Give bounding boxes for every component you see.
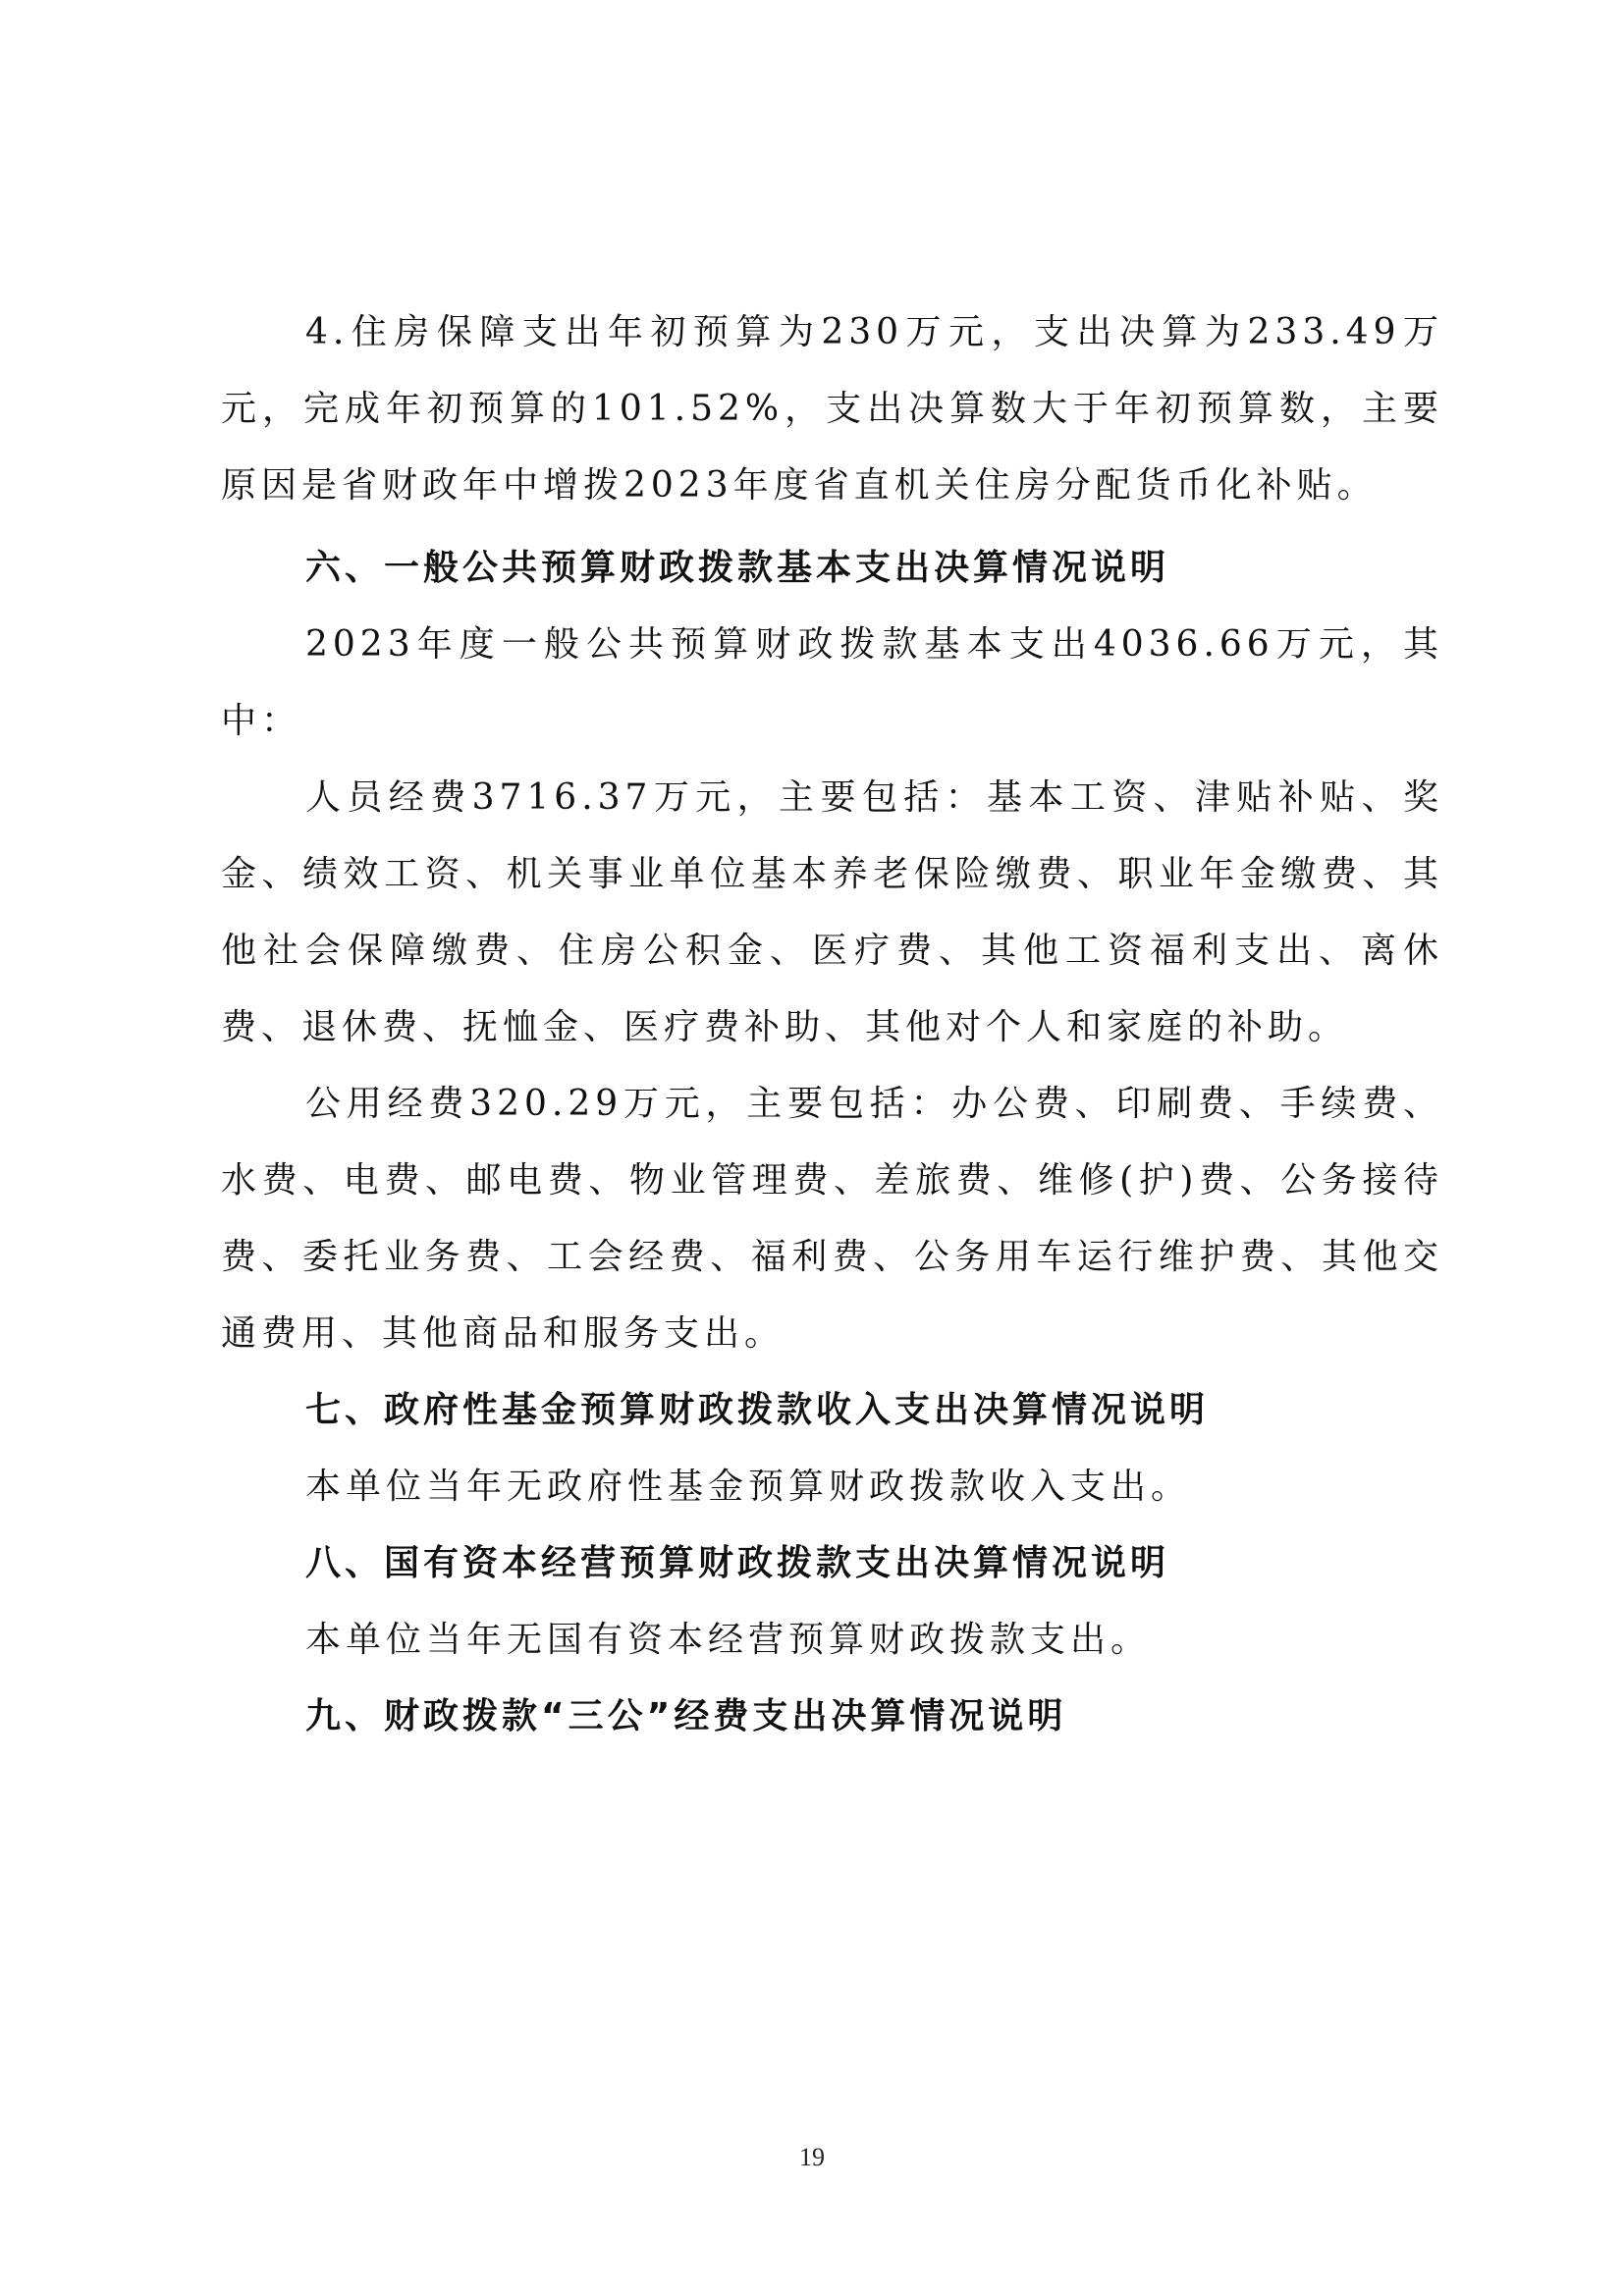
government-fund-paragraph: 本单位当年无政府性基金预算财政拨款收入支出。 (305, 1467, 1192, 1507)
personnel-expenses-paragraph: 人员经费3716.37万元，主要包括：基本工资、津贴补贴、奖金、绩效工资、机关事业单位基本养老保险缴费、职业年金缴费、其他社会保障缴费、住房公积金、医疗费、其他工资福利支出、离休费、退休费、抚恤金、医疗费补助、其他对个人和家庭的补助。 (221, 777, 1443, 1047)
state-capital-paragraph: 本单位当年无国有资本经营预算财政拨款支出。 (305, 1620, 1152, 1660)
page-number: 19 (799, 2143, 825, 2171)
public-expenses-paragraph: 公用经费320.29万元，主要包括：办公费、印刷费、手续费、水费、电费、邮电费、物业管理费、差旅费、维修(护)费、公务接待费、委托业务费、工会经费、福利费、公务用车运行维护费、其他交通费用、其他商品和服务支出。 (221, 1084, 1443, 1354)
section-6-heading: 六、一般公共预算财政拨款基本支出决算情况说明 (305, 548, 1170, 588)
section-7-heading: 七、政府性基金预算财政拨款收入支出决算情况说明 (305, 1390, 1210, 1430)
section-9-heading: 九、财政拨款“三公”经费支出决算情况说明 (305, 1696, 1067, 1736)
basic-expenditure-total-paragraph: 2023年度一般公共预算财政拨款基本支出4036.66万元，其中： (221, 624, 1443, 741)
housing-expenditure-paragraph: 4.住房保障支出年初预算为230万元，支出决算为233.49万元，完成年初预算的101.52%，支出决算数大于年初预算数，主要原因是省财政年中增拨2023年度省直机关住房分配货币化补贴。 (221, 312, 1443, 506)
section-8-heading: 八、国有资本经营预算财政拨款支出决算情况说明 (305, 1543, 1170, 1583)
page-body (221, 294, 1443, 1755)
